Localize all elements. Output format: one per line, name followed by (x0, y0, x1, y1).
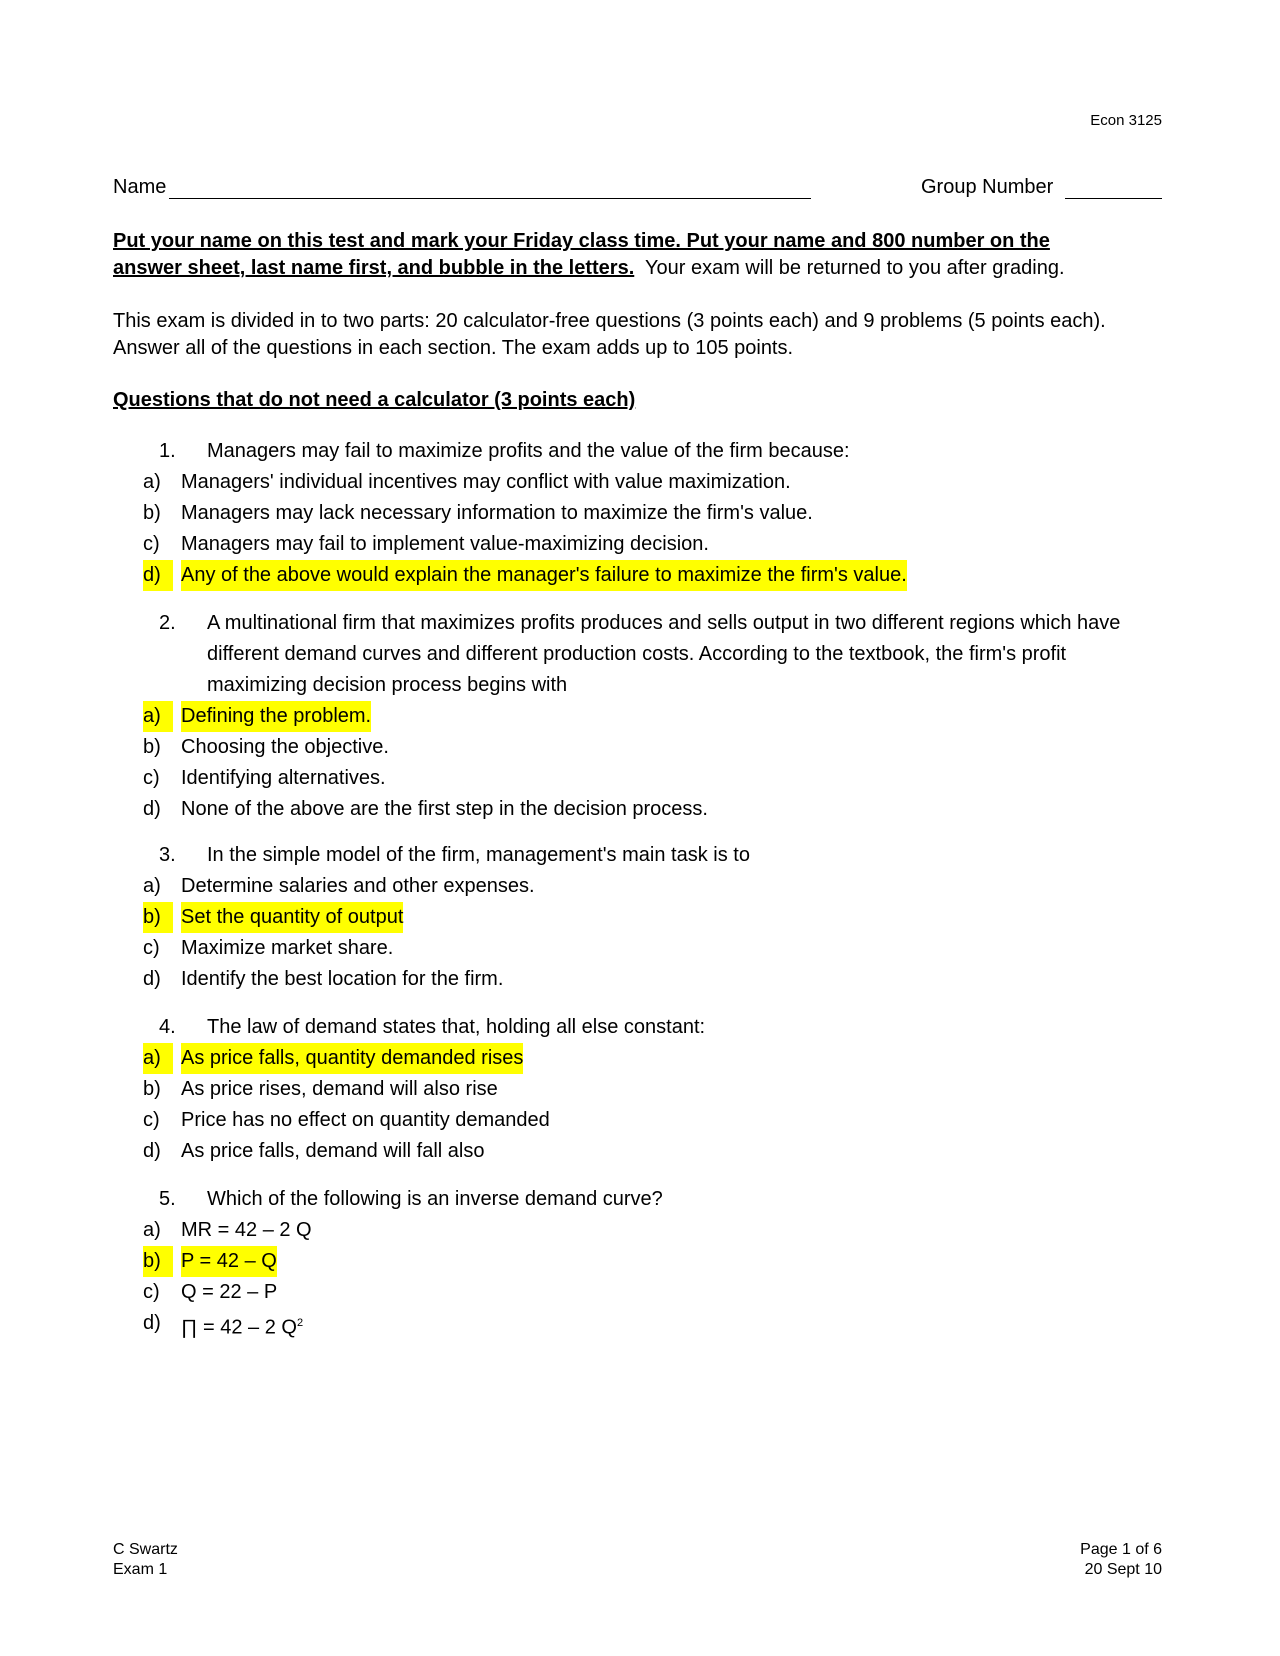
option-letter: a) (143, 471, 161, 493)
question-stem (113, 1012, 1173, 1043)
option-letter: c) (143, 767, 160, 789)
option-text (181, 1074, 498, 1105)
section-title: Questions that do not need a calculator (3 points each) (113, 389, 636, 411)
question-stem (113, 436, 1173, 467)
option-text (181, 933, 393, 964)
question-stem (113, 608, 1173, 701)
option-letter: a) (143, 1043, 173, 1074)
option-letter: b) (143, 736, 161, 758)
group-number-label: Group Number (921, 176, 1054, 198)
answer-option (113, 871, 1173, 902)
option-text (181, 1308, 303, 1344)
question-5 (113, 1184, 1173, 1339)
option-letter: c) (143, 533, 160, 555)
footer-page: Page 1 of 6 (1080, 1541, 1162, 1558)
option-text-value: Maximize market share. (181, 937, 394, 959)
footer-left (113, 1540, 178, 1580)
question-number: 4. (159, 1016, 176, 1038)
answer-option (113, 529, 1173, 560)
option-text-value: Set the quantity of output (181, 906, 404, 928)
option-letter: d) (143, 560, 173, 591)
highlighted-answer-text (181, 1043, 523, 1074)
question-stem-line: In the simple model of the firm, management's main task is to (207, 844, 750, 866)
group-number-blank-line (1065, 198, 1162, 199)
answer-option (113, 1136, 1173, 1167)
question-number: 3. (159, 844, 176, 866)
option-text-value: None of the above are the first step in the decision process. (181, 798, 708, 820)
highlighted-answer-text (181, 701, 371, 732)
question-number: 5. (159, 1188, 176, 1210)
question-number: 2. (159, 612, 176, 634)
footer-author: C Swartz (113, 1541, 178, 1558)
answer-option (113, 1215, 1173, 1246)
question-4 (113, 1012, 1173, 1167)
option-text-value: Managers may lack necessary information to maximize the firm's value. (181, 502, 813, 524)
question-1 (113, 436, 1173, 591)
footer-right (1080, 1540, 1162, 1580)
option-letter: d) (143, 1140, 161, 1162)
course-code: Econ 3125 (1090, 112, 1162, 129)
answer-option (113, 467, 1173, 498)
question-number: 1. (159, 440, 176, 462)
highlighted-answer-text (181, 560, 907, 591)
option-text (181, 529, 709, 560)
option-text (181, 763, 386, 794)
answer-option (113, 560, 1173, 591)
name-blank-line (169, 198, 811, 199)
option-text (181, 871, 535, 902)
question-stem-line: maximizing decision process begins with (207, 674, 568, 696)
intro-line2: Answer all of the questions in each section. The exam adds up to 105 points. (113, 337, 794, 359)
highlighted-answer-text (181, 902, 403, 933)
question-stem-line: Managers may fail to maximize profits and the value of the firm because: (207, 440, 850, 462)
option-text-value: Managers' individual incentives may conflict with value maximization. (181, 471, 791, 493)
answer-option (113, 902, 1173, 933)
option-letter: b) (143, 502, 161, 524)
question-stem-line: A multinational firm that maximizes profits produces and sells output in two different regions which have (207, 612, 1121, 634)
superscript: 2 (296, 1317, 304, 1329)
option-text (181, 1136, 484, 1167)
option-text (181, 964, 503, 995)
answer-option (113, 1277, 1173, 1308)
option-text-value: Choosing the objective. (181, 736, 389, 758)
option-letter: c) (143, 1281, 160, 1303)
option-letter: c) (143, 937, 160, 959)
option-text-value: Q = 22 – P (181, 1281, 278, 1303)
question-stem-line: Which of the following is an inverse demand curve? (207, 1188, 663, 1210)
option-text-value: Any of the above would explain the manager's failure to maximize the firm's value. (181, 564, 907, 586)
option-text-value: Defining the problem. (181, 705, 372, 727)
option-text (181, 794, 708, 825)
option-text (181, 1277, 277, 1308)
question-3 (113, 840, 1173, 995)
option-text-value: Managers may fail to implement value-maximizing decision. (181, 533, 709, 555)
instructions-tail: Your exam will be returned to you after grading. (634, 257, 1065, 279)
option-text (181, 467, 791, 498)
option-letter: b) (143, 1078, 161, 1100)
option-text-value: As price falls, quantity demanded rises (181, 1047, 524, 1069)
option-text-value: Determine salaries and other expenses. (181, 875, 535, 897)
question-stem-line: different demand curves and different production costs. According to the textbook, the firm's profit (207, 643, 1067, 665)
answer-option (113, 701, 1173, 732)
instructions (113, 228, 1173, 282)
question-stem (113, 840, 1173, 871)
answer-option (113, 964, 1173, 995)
option-letter: a) (143, 701, 173, 732)
question-stem (113, 1184, 1173, 1215)
instructions-bold-line1: Put your name on this test and mark your Friday class time. Put your name and 800 number on the (113, 230, 1050, 252)
option-text-value: As price rises, demand will also rise (181, 1078, 498, 1100)
option-letter: a) (143, 1219, 161, 1241)
option-letter: a) (143, 875, 161, 897)
option-text-value: P = 42 – Q (181, 1250, 277, 1272)
option-text (181, 1215, 312, 1246)
question-stem-line: The law of demand states that, holding all else constant: (207, 1016, 706, 1038)
answer-option (113, 794, 1173, 825)
option-text-value: ∏ = 42 – 2 Q (181, 1316, 297, 1339)
exam-intro (113, 308, 1193, 362)
option-letter: d) (143, 1312, 161, 1334)
option-letter: b) (143, 902, 173, 933)
option-text-value: As price falls, demand will fall also (181, 1140, 485, 1162)
option-text (181, 732, 389, 763)
answer-option (113, 1246, 1173, 1277)
answer-option (113, 1105, 1173, 1136)
option-text-value: MR = 42 – 2 Q (181, 1219, 312, 1241)
option-letter: b) (143, 1246, 173, 1277)
intro-line1: This exam is divided in to two parts: 20 calculator-free questions (3 points each) and 9 problems (5 points each). (113, 310, 1106, 332)
option-text-value: Price has no effect on quantity demanded (181, 1109, 550, 1131)
option-text (181, 1105, 550, 1136)
option-text-value: Identify the best location for the firm. (181, 968, 504, 990)
footer-exam: Exam 1 (113, 1561, 168, 1578)
answer-option (113, 763, 1173, 794)
answer-option (113, 1308, 1173, 1339)
answer-option (113, 498, 1173, 529)
question-2 (113, 608, 1173, 825)
answer-option (113, 1074, 1173, 1105)
footer-date: 20 Sept 10 (1084, 1561, 1162, 1578)
option-text-value: Identifying alternatives. (181, 767, 386, 789)
name-label: Name (113, 176, 167, 198)
option-letter: d) (143, 968, 161, 990)
answer-option (113, 732, 1173, 763)
option-letter: c) (143, 1109, 160, 1131)
instructions-bold-line2: answer sheet, last name first, and bubble in the letters. (113, 257, 635, 279)
highlighted-answer-text (181, 1246, 277, 1277)
answer-option (113, 1043, 1173, 1074)
option-letter: d) (143, 798, 161, 820)
answer-option (113, 933, 1173, 964)
option-text (181, 498, 813, 529)
